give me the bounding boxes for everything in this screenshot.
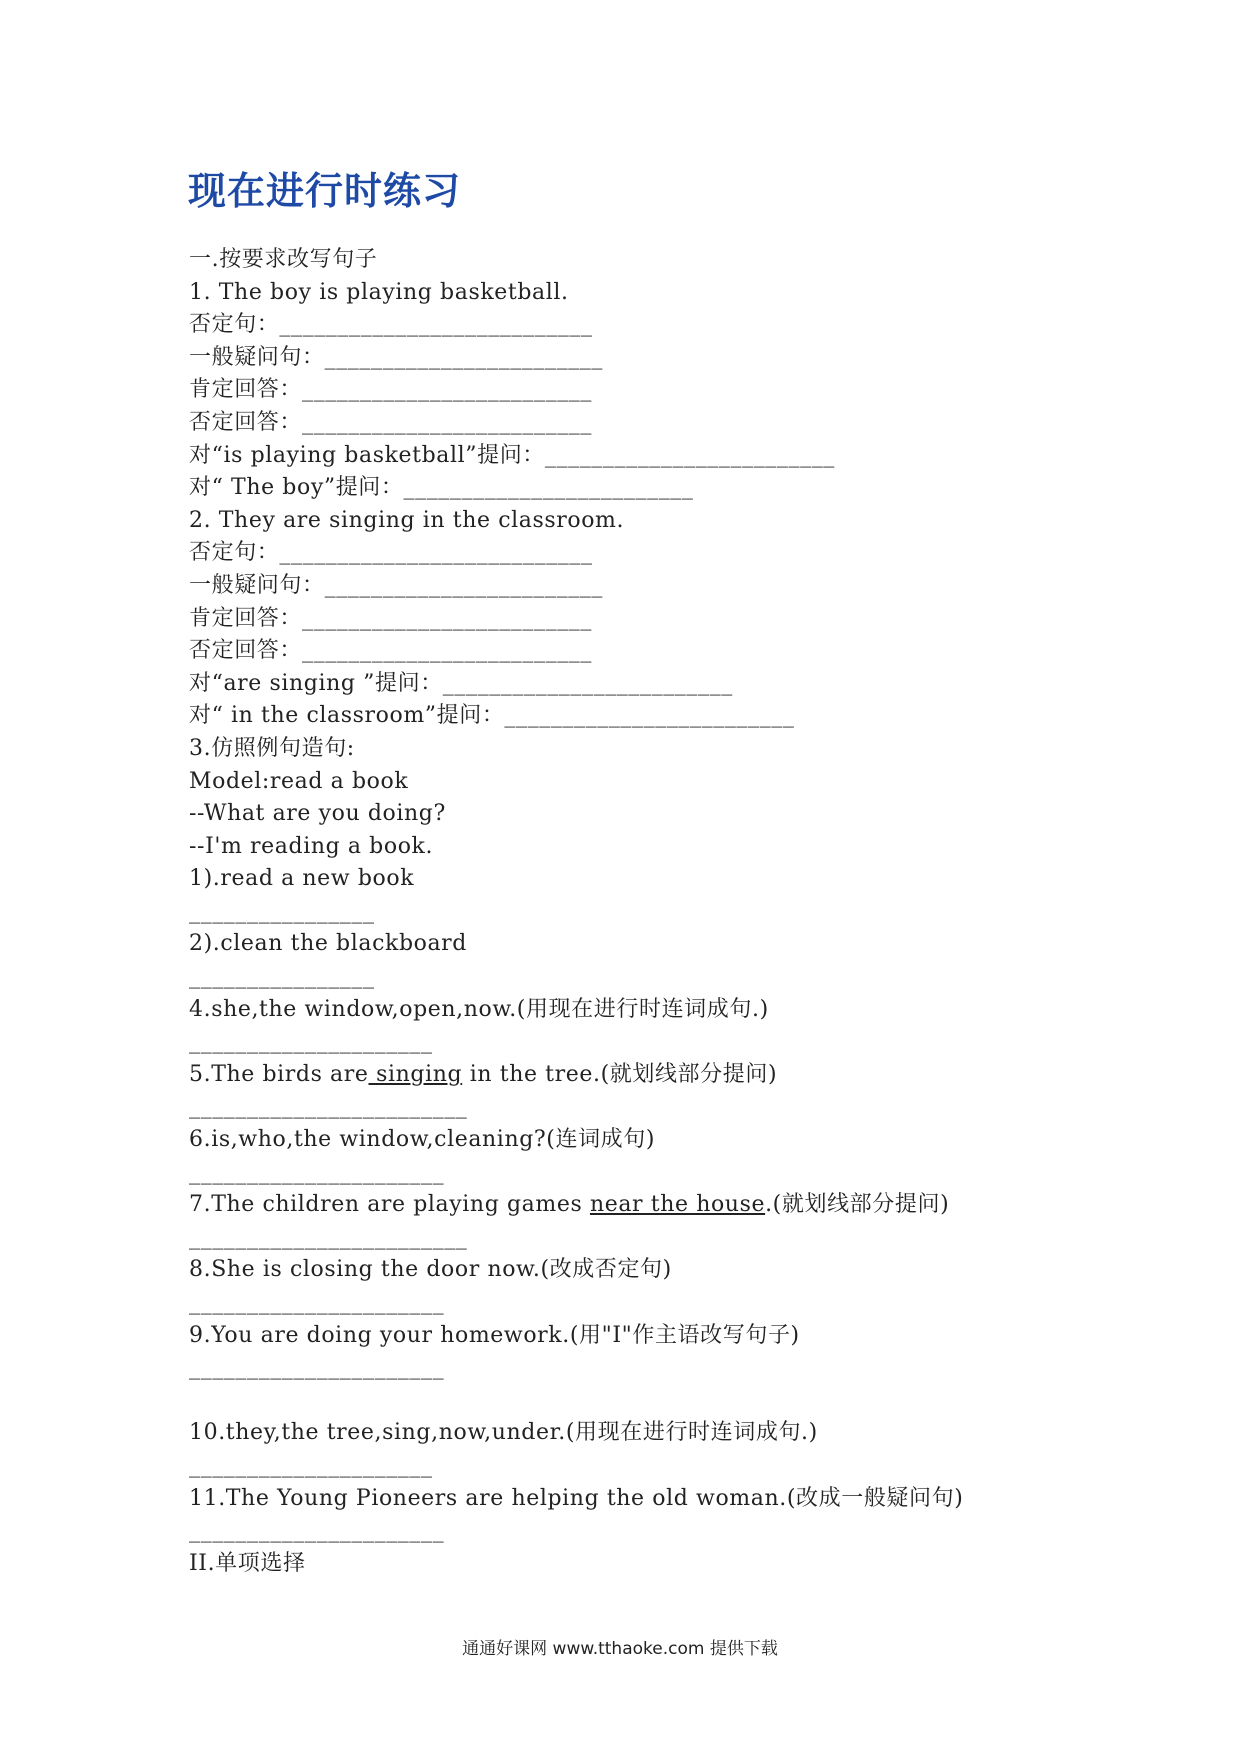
exercise-line: 对“ in the classroom”提问：_________________________: [189, 703, 795, 729]
spacer-line: [189, 1385, 1149, 1418]
exercise-line-underlined: [189, 1059, 1149, 1092]
exercise-line: 对“ The boy”提问：_________________________: [189, 475, 694, 501]
underlined-phrase: near the house: [589, 1192, 766, 1218]
exercise-line: 1).read a new book: [189, 866, 415, 892]
exercise-line: 否定回答：_________________________: [189, 409, 593, 435]
answer-blank-line: ______________________: [189, 1290, 445, 1315]
exercise-line: 否定句：___________________________: [189, 312, 593, 338]
exercise-line: Model:read a book: [189, 768, 409, 794]
line-text: .(就划线部分提问): [765, 1192, 950, 1218]
exercise-line: --What are you doing?: [189, 801, 446, 827]
exercise-line: 3.仿照例句造句:: [189, 735, 355, 761]
answer-blank-line: _____________________: [189, 1452, 433, 1478]
answer-blank-line: ________________: [189, 964, 375, 990]
underlined-phrase: singing: [368, 1061, 463, 1087]
exercise-body: [189, 244, 1149, 1580]
exercise-line: 10.they,the tree,sing,now,under.(用现在进行时连词成句.): [189, 1420, 818, 1446]
exercise-line: 对“are singing ”提问：_________________________: [189, 670, 733, 696]
answer-blank-line: ________________: [189, 898, 375, 924]
footer-credit: 通通好课网 www.tthaoke.com 提供下载: [462, 1639, 778, 1659]
exercise-line: II.单项选择: [189, 1550, 306, 1576]
exercise-line: 肯定回答：_________________________: [189, 377, 593, 403]
page-title: 现在进行时练习: [188, 169, 462, 213]
answer-blank-line: ______________________: [189, 1518, 445, 1544]
line-text: 7.The children are playing games: [189, 1192, 590, 1218]
exercise-line: --I'm reading a book.: [189, 833, 434, 859]
exercise-line: 1. The boy is playing basketball.: [189, 279, 569, 305]
exercise-line: 一般疑问句：________________________: [189, 344, 604, 370]
exercise-line: 9.You are doing your homework.(用"I"作主语改写句子): [189, 1322, 800, 1348]
answer-blank-line: ________________________: [189, 1094, 468, 1120]
exercise-line: 肯定回答：_________________________: [189, 605, 593, 631]
exercise-line: 对“is playing basketball”提问：_________________________: [189, 442, 835, 468]
exercise-line-underlined: [189, 1189, 1149, 1222]
line-text: in the tree.(就划线部分提问): [462, 1061, 778, 1087]
exercise-line: 2. They are singing in the classroom.: [189, 507, 625, 533]
exercise-line: 一.按要求改写句子: [189, 247, 378, 272]
answer-blank-line: ________________________: [189, 1224, 468, 1250]
exercise-line: 2).clean the blackboard: [189, 931, 467, 957]
answer-blank-line: ______________________: [189, 1159, 445, 1185]
answer-blank-line: _____________________: [189, 1029, 433, 1055]
exercise-line: 否定回答：_________________________: [189, 638, 593, 664]
exercise-line: 否定句：___________________________: [189, 540, 593, 566]
exercise-line: 一般疑问句：________________________: [189, 572, 604, 598]
line-text: 5.The birds are: [189, 1061, 369, 1087]
exercise-line: 6.is,who,the window,cleaning?(连词成句): [189, 1127, 656, 1153]
answer-blank-line: ______________________: [189, 1355, 445, 1381]
exercise-line: 8.She is closing the door now.(改成否定句): [189, 1257, 672, 1283]
exercise-line: 4.she,the window,open,now.(用现在进行时连词成句.): [189, 996, 769, 1022]
exercise-line: 11.The Young Pioneers are helping the old woman.(改成一般疑问句): [189, 1485, 964, 1511]
